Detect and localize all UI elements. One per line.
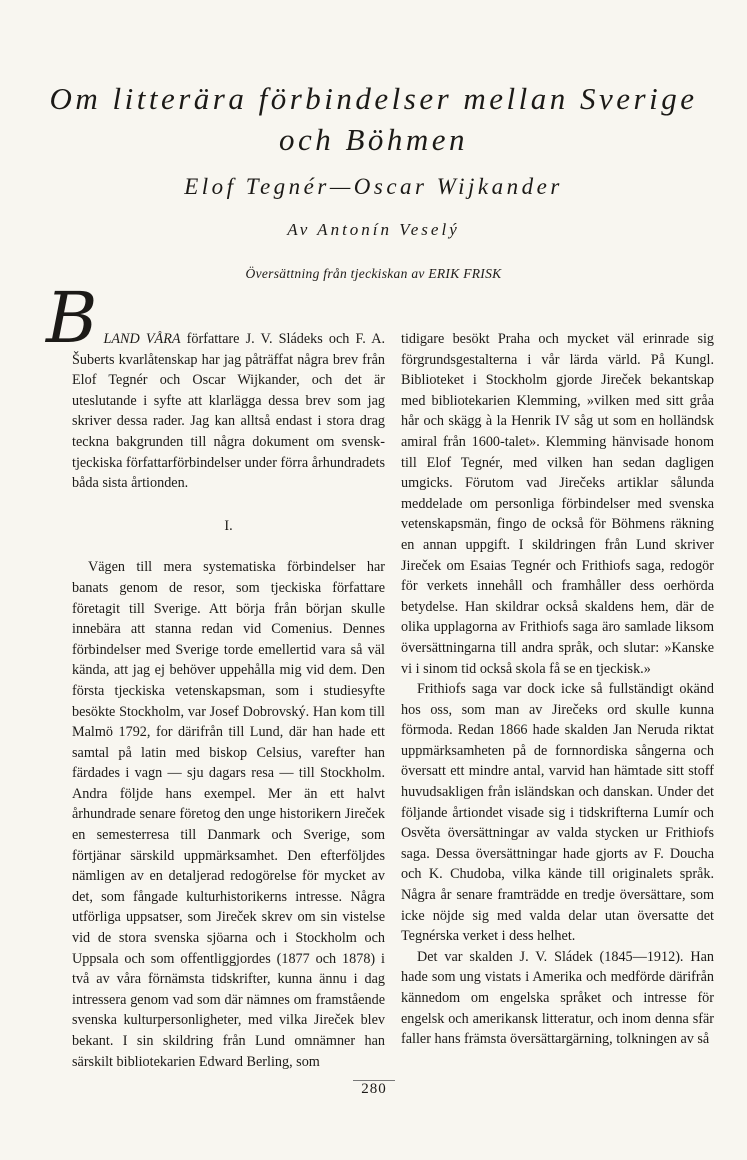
intro-paragraph (46, 277, 385, 494)
intro-text: författare J. V. Sládeks och F. A. Šuberts kvarlåtenskap har jag påträffat några brev från Elof Tegnér och Oscar Wijkander, och det är uteslutande i syfte att klarlägga dessa brev som jag skriver dessa rader. Jag kan alltså endast i stora drag teckna bakgrunden till några dokument om svensk-tjeckiska författarförbindelser under förra århundradets båda sista årtionden. (72, 331, 385, 492)
body-paragraph: Vägen till mera systematiska förbindelser har banats genom de resor, som tjeckiska författare företagit till Sverige. Att börja från början skulle innebära att stanna redan vid Comenius. Dennes förbindelser med Sverige torde emellertid vara så väl kända, att jag ej behöver uppehålla mig vid dem. Den första tjeckiska vetenskapsman, som i studiesyfte besökte Stockholm, var Josef Dobrovský. Han kom till Malmö 1792, for därifrån till Lund, där han hade ett samtal på latin med biskop Celsius, varefter han färdades i vagn — sju dagars resa — till Stockholm. Andra följde hans exempel. Mer än ett halvt århundrade senare företog den unge historikern Jireček en semesterresa till Danmark och Sverige, som förtjänar särskild uppmärksamhet. Den efterföljdes nämligen av en detaljerad redogörelse för mycket av det, som fångade kulturhistorikerns intresse. Några utförliga uppsatser, som Jireček skrev om sin vistelse vid de stora svenska sjöarna och i Stockholm och Uppsala och som offentliggjordes (1877 och 1878) i två av våra förnämsta tidskrifter, kunna ännu i dag intressera genom vad som där nämnes om framstående svenska kulturpersonligheter, med vilka Jireček blev bekant. I sin skildring från Lund omnämner han särskilt bibliotekarien Edward Berling, som (72, 559, 385, 1070)
byline: Av Antonín Veselý (287, 220, 460, 239)
body-paragraph: Det var skalden J. V. Sládek (1845—1912). Han hade som ung vistats i Amerika och medförde därifrån kännedom om engelska språket och intresse för engelsk och amerikansk litteratur, och inom denna sfär faller hans främsta översättargärning, tolkningen av så (401, 948, 714, 1048)
right-column (401, 329, 714, 1050)
section-heading: I. (224, 517, 233, 534)
left-column (46, 277, 385, 1072)
translation-credit: Översättning från tjeckiskan av ERIK FRISK (245, 266, 502, 281)
drop-cap: B (46, 277, 98, 359)
subtitle-authors: Elof Tegnér—Oscar Wijkander (184, 174, 563, 199)
article-title-line-2: och Böhmen (278, 122, 469, 157)
article-title (40, 78, 707, 160)
page-number: 280 (361, 1081, 387, 1097)
article-title-line-1: Om litterära förbindelser mellan Sverige (49, 81, 698, 116)
body-paragraph-continued: tidigare besökt Praha och mycket väl erinrade sig förgrundsgestalterna i vår lärda värld. På Kungl. Biblioteket i Stockholm gjorde Jireček bekantskap med bibliotekarien Klemming, »vilken med sitt gråa hår och skägg à la Henrik IV såg ut som en holländsk amiral från 1600-talet». Klemming hänvisade honom till Elof Tegnér, med vilken han sedan dagligen umgicks. Förutom vad Jirečeks artiklar sålunda meddelade om personliga förbindelser med svenska vetenskapsmän, fingo de också för Böhmens räkning en annan uppgift. I skildringen från Lund skriver Jireček om Esaias Tegnér och Frithiofs saga, redogör för verkets innehåll och framhåller dess oerhörda betydelse. Han skildrar också skaldens hem, där de olika upplagorna av Frithiofs saga äro samlade liksom översättningarna till andra språk, och slutar: »Kanske vi i sinom tid också skola få se en tjeckisk.» (401, 331, 714, 677)
intro-small-caps: LAND VÅRA (103, 331, 181, 347)
body-paragraph: Frithiofs saga var dock icke så fullständigt okänd hos oss, som man av Jirečeks ord skulle kunna förmoda. Redan 1866 hade skalden Jan Neruda riktat uppmärksamheten på de fornnordiska sångerna och översatt ett mindre antal, varvid han hämtade sitt stoff huvudsakligen från isländskan och danskan. Under det följande årtiondet visade sig i tidskrifterna Lumír och Osvěta översättningar av valda stycken ur Frithiofs saga. Dessa översättningar hade gjorts av F. Doucha och K. Chudoba, vilka kände till originalets språk. Några år senare framträdde en tredje översättare, som icke nöjde sig med valda delar utan översatte det Tegnérska verket i dess helhet. (401, 681, 714, 945)
